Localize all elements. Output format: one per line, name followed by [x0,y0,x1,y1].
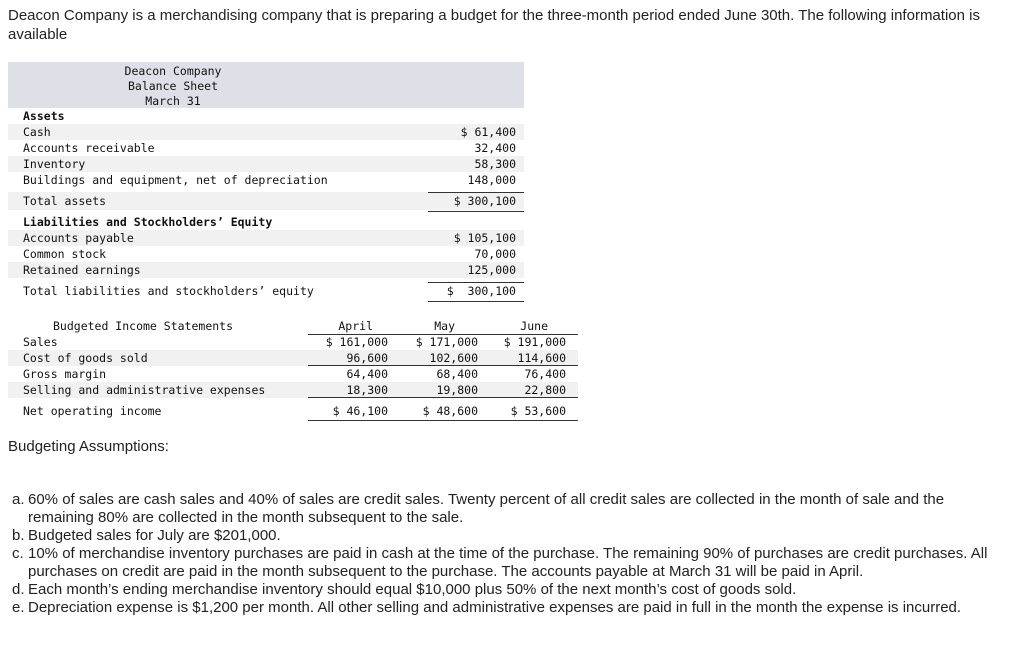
liabilities-heading: Liabilities and Stockholders’ Equity [23,215,273,229]
bs-row: Buildings and equipment, net of depreciation 148,000 [23,173,516,187]
income-statements [8,318,578,420]
assumption-item: b. Budgeted sales for July are $201,000. [12,527,281,544]
bs-row: Accounts receivable 32,400 [23,141,516,155]
rule [308,420,578,421]
assumption-item: a. 60% of sales are cash sales and 40% of sales are credit sales. Twenty percent of all credit sales are collected in the month of sale and the remaining 80% are collected in the month subsequent to the sale. [12,491,945,526]
assets-heading: Assets [23,109,65,123]
income-row: Selling and administrative expenses 18,300 19,800 22,800 [8,382,578,398]
bs-row: Retained earnings 125,000 [8,262,524,278]
rule [308,365,578,366]
income-row: Net operating income $ 46,100 $ 48,600 $ 53,600 [23,404,566,418]
rule [308,334,578,335]
balance-sheet [8,62,524,300]
assumption-item: d. Each month’s ending merchandise inventory should equal $10,000 plus 50% of the next month’s cost of goods sold. [12,581,797,598]
total-liabilities-row: Total liabilities and stockholders’ equity $ 300,100 [8,282,524,300]
bs-row: Accounts payable $ 105,100 [8,230,524,246]
total-assets-row: Total assets $ 300,100 [8,192,524,210]
bs-row: Inventory 58,300 [8,156,524,172]
assumption-item: e. Depreciation expense is $1,200 per month. All other selling and administrative expenses are paid in full in the month the expense is incurred. [12,599,962,616]
bs-row: Common stock 70,000 [23,247,516,261]
statement-title: Balance Sheet [127,79,218,93]
intro-text: Deacon Company is a merchandising company that is preparing a budget for the three-month period ended June 30th. The following information is available [8,7,980,43]
bs-row: Cash $ 61,400 [8,124,524,140]
company-name: Deacon Company [124,64,222,78]
statement-date: March 31 [145,94,201,108]
balance-sheet-header [8,62,524,108]
income-row: Cost of goods sold 96,600 102,600 114,600 [8,350,578,366]
rule [308,397,578,398]
income-header-row: Budgeted Income Statements April May June [53,319,548,333]
income-row: Gross margin 64,400 68,400 76,400 [23,367,566,381]
assumptions-list [12,491,1002,617]
assumption-item: c. 10% of merchandise inventory purchases are paid in cash at the time of the purchase. The remaining 90% of purchases are credit purchases. All purchases on credit are paid in the month subsequent to the purchase. The accounts payable at March 31 will be paid in April. [12,545,988,580]
assumptions-title: Budgeting Assumptions: [8,438,169,455]
income-row: Sales $ 161,000 $ 171,000 $ 191,000 [23,335,566,349]
